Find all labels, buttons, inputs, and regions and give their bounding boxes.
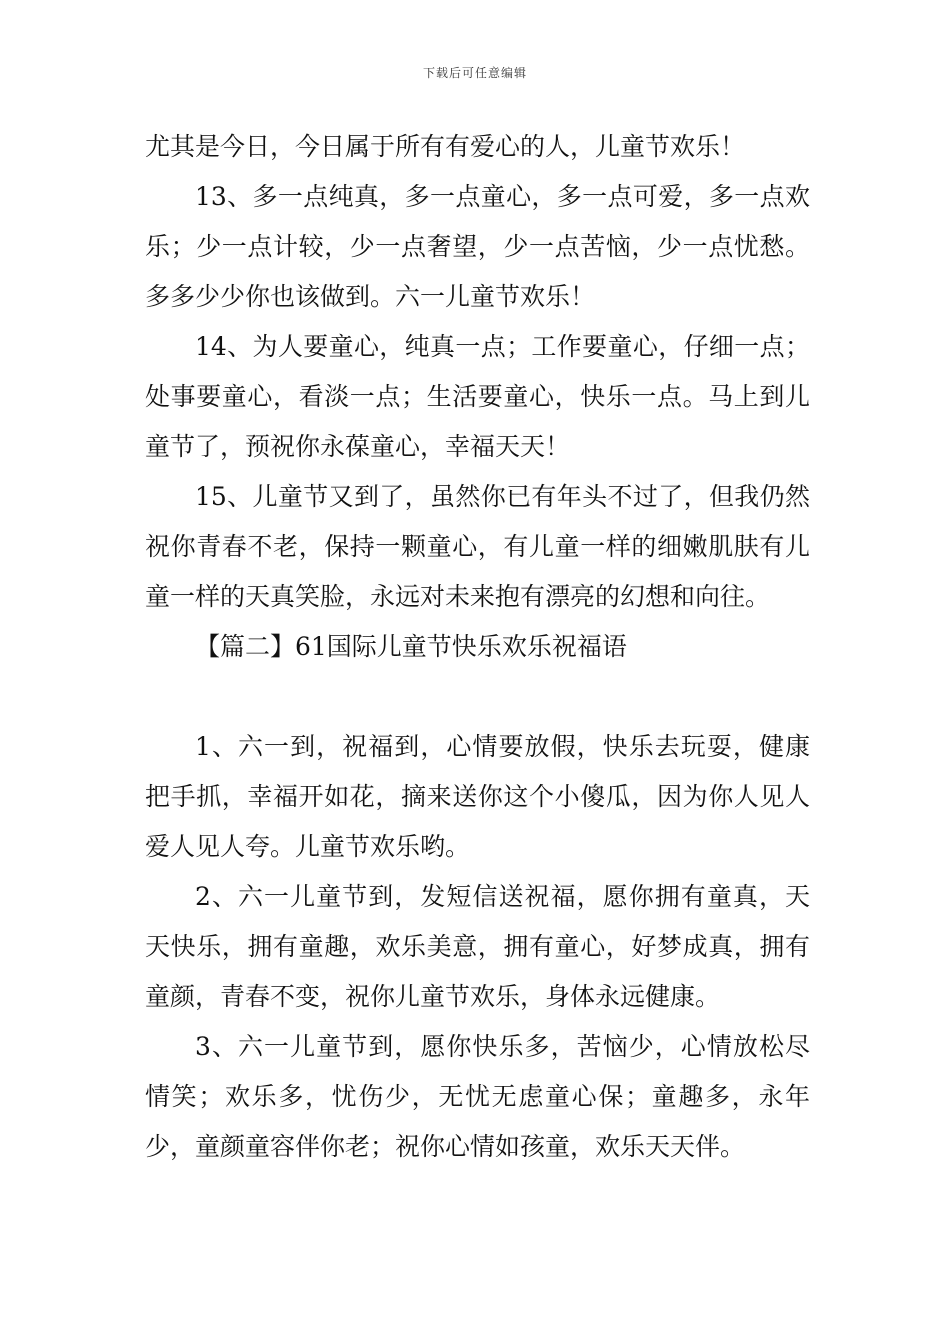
paragraph-item-13: 13、多一点纯真，多一点童心，多一点可爱，多一点欢乐；少一点计较，少一点奢望，少一点苦恼，少一点忧愁。多多少少你也该做到。六一儿童节欢乐！: [145, 182, 810, 311]
paragraph-item-3: 3、六一儿童节到，愿你快乐多，苦恼少，心情放松尽情笑；欢乐多，忧伤少，无忧无虑童心保；童趣多，永年少，童颜童容伴你老；祝你心情如孩童，欢乐天天伴。: [145, 1032, 810, 1161]
paragraph-item-2: 2、六一儿童节到，发短信送祝福，愿你拥有童真，天天快乐，拥有童趣，欢乐美意，拥有童心，好梦成真，拥有童颜，青春不变，祝你儿童节欢乐，身体永远健康。: [145, 882, 810, 1011]
paragraph-item-14: 14、为人要童心，纯真一点；工作要童心，仔细一点；处事要童心，看淡一点；生活要童心，快乐一点。马上到儿童节了，预祝你永葆童心，幸福天天！: [145, 332, 810, 461]
paragraph-item-15: 15、儿童节又到了，虽然你已有年头不过了，但我仍然祝你青春不老，保持一颗童心，有儿童一样的细嫩肌肤有儿童一样的天真笑脸，永远对未来抱有漂亮的幻想和向往。: [145, 482, 810, 611]
paragraph-item-1: 1、六一到，祝福到，心情要放假，快乐去玩耍，健康把手抓，幸福开如花，摘来送你这个小傻瓜，因为你人见人爱人见人夸。儿童节欢乐哟。: [145, 732, 810, 861]
page-header: 下载后可任意编辑: [422, 66, 527, 80]
section-title: 【篇二】61国际儿童节快乐欢乐祝福语: [195, 632, 627, 661]
document-body: [145, 122, 810, 1172]
paragraph-continuation: 尤其是今日，今日属于所有有爱心的人，儿童节欢乐！: [145, 132, 746, 161]
